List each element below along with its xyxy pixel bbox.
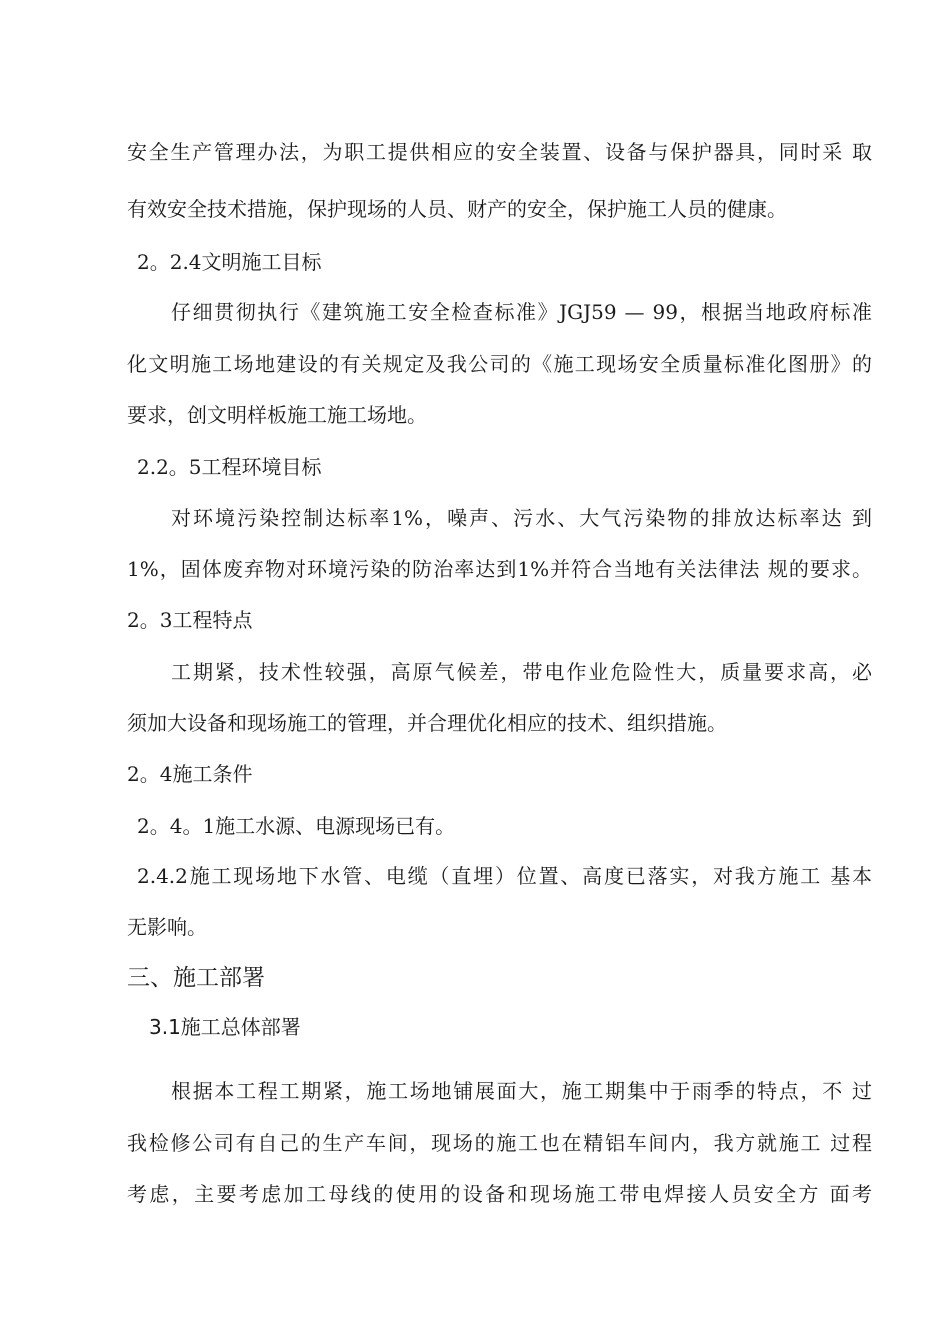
body-text-line: 我检修公司有自己的生产车间，现场的施工也在精铝车间内，我方就施工 过程 (127, 1131, 872, 1155)
list-item-2-4-1: 2。4。1施工水源、电源现场已有。 (137, 814, 456, 838)
body-text-line: 仔细贯彻执行《建筑施工安全检查标准》JGJ59 — 99，根据当地政府标准 (171, 300, 872, 324)
body-text-line: 安全生产管理办法，为职工提供相应的安全装置、设备与保护器具，同时采 取 (127, 140, 872, 164)
section-heading-2-2-5: 2.2。5工程环境目标 (137, 455, 322, 479)
list-item-2-4-2: 2.4.2施工现场地下水管、电缆（直埋）位置、高度已落实，对我方施工 基本 (137, 864, 872, 888)
section-heading-2-3: 2。3工程特点 (127, 608, 253, 632)
body-text-line: 根据本工程工期紧，施工场地铺展面大，施工期集中于雨季的特点，不 过 (171, 1079, 872, 1103)
body-text-line: 无影响。 (127, 915, 207, 939)
body-text-line: 工期紧，技术性较强，高原气候差，带电作业危险性大，质量要求高，必 (171, 660, 872, 684)
body-text-line: 对环境污染控制达标率1%，噪声、污水、大气污染物的排放达标率达 到 (171, 506, 872, 530)
section-heading-2-2-4: 2。2.4文明施工目标 (137, 250, 322, 274)
body-text-line: 要求，创文明样板施工施工场地。 (127, 403, 427, 427)
section-heading-2-4: 2。4施工条件 (127, 762, 253, 786)
body-text-line: 考虑，主要考虑加工母线的使用的设备和现场施工带电焊接人员安全方 面考 (127, 1182, 872, 1206)
section-heading-3-1: 3.1施工总体部署 (149, 1015, 301, 1039)
body-text-line: 须加大设备和现场施工的管理，并合理优化相应的技术、组织措施。 (127, 711, 727, 735)
body-text-line: 有效安全技术措施，保护现场的人员、财产的安全，保护施工人员的健康。 (127, 197, 787, 221)
body-text-line: 化文明施工场地建设的有关规定及我公司的《施工现场安全质量标准化图册》的 (127, 352, 872, 376)
body-text-line: 1%，固体废弃物对环境污染的防治率达到1%并符合当地有关法律法 规的要求。 (127, 557, 872, 581)
chapter-heading-3: 三、施工部署 (127, 965, 265, 991)
